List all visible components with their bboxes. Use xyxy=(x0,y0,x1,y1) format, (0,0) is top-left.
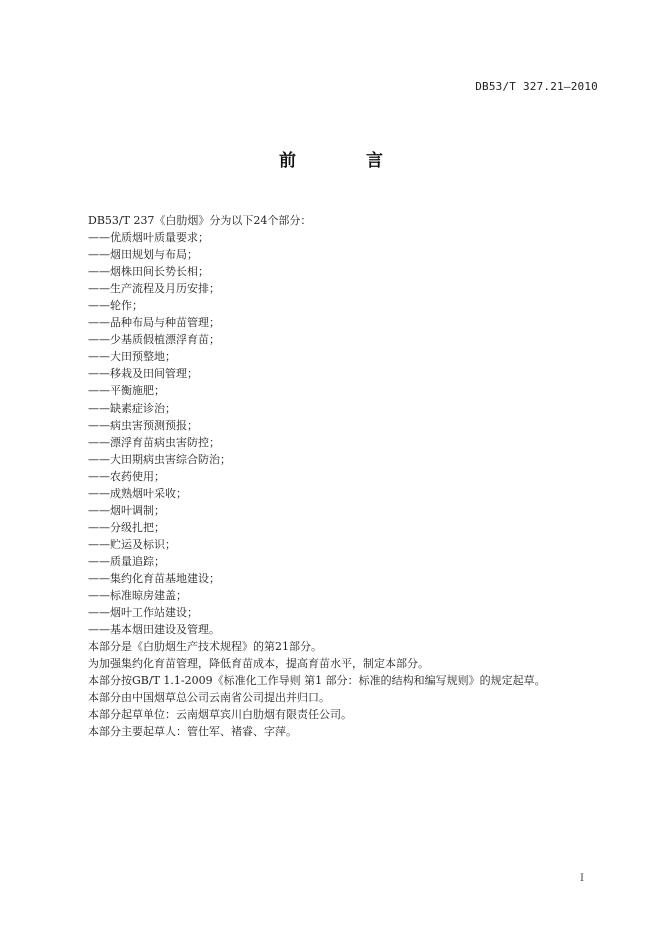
part-item: ——漂浮育苗病虫害防控； xyxy=(88,435,220,449)
part-item: ——少基质假植漂浮育苗； xyxy=(88,333,220,347)
part-item: ——品种布局与种苗管理； xyxy=(88,316,220,330)
part-item: ——烟株田间长势长相； xyxy=(88,265,209,279)
part-item: ——烟叶调制； xyxy=(88,503,165,517)
statement-line: 为加强集约化育苗管理，降低育苗成本，提高育苗水平，制定本部分。 xyxy=(88,657,429,671)
part-item: ——质量追踪； xyxy=(88,554,165,568)
part-item: ——病虫害预测预报； xyxy=(88,418,198,432)
intro-line: DB53/T 237《白肋烟》分为以下24个部分： xyxy=(88,214,312,227)
statement-line: 本部分由中国烟草总公司云南省公司提出并归口。 xyxy=(88,691,330,705)
part-item: ——轮作； xyxy=(88,299,143,313)
part-item: ——分级扎把； xyxy=(88,520,165,534)
page-title: 前 言 xyxy=(279,151,415,171)
part-item: ——集约化育苗基地建设； xyxy=(88,571,220,585)
part-item: ——移栽及田间管理； xyxy=(88,367,198,381)
part-item: ——贮运及标识； xyxy=(88,537,176,551)
part-item: ——成熟烟叶采收； xyxy=(88,486,187,500)
page-number: I xyxy=(580,873,584,884)
foreword-body xyxy=(88,212,608,740)
part-item: ——烟田规划与布局； xyxy=(88,248,198,262)
part-item: ——农药使用； xyxy=(88,469,165,483)
part-item: ——优质烟叶质量要求； xyxy=(88,231,209,245)
part-item: ——大田期病虫害综合防治； xyxy=(88,452,231,466)
part-item: ——烟叶工作站建设； xyxy=(88,606,198,620)
part-item: ——大田预整地； xyxy=(88,350,176,364)
part-item: ——缺素症诊治； xyxy=(88,401,176,415)
part-item: ——平衡施肥； xyxy=(88,384,165,398)
statement-line: 本部分起草单位：云南烟草宾川白肋烟有限责任公司。 xyxy=(88,708,352,722)
statement-line: 本部分按GB/T 1.1-2009《标准化工作导则 第1 部分：标准的结构和编写规则》的规定起草。 xyxy=(88,674,546,688)
statement-line: 本部分是《白肋烟生产技术规程》的第21部分。 xyxy=(88,640,322,654)
part-item: ——标准晾房建盖； xyxy=(88,589,187,603)
statement-line: 本部分主要起草人：管仕军、褚睿、字萍。 xyxy=(88,725,297,739)
part-item: ——基本烟田建设及管理。 xyxy=(88,623,220,637)
document-code: DB53/T 327.21—2010 xyxy=(475,80,598,93)
part-item: ——生产流程及月历安排； xyxy=(88,282,220,296)
